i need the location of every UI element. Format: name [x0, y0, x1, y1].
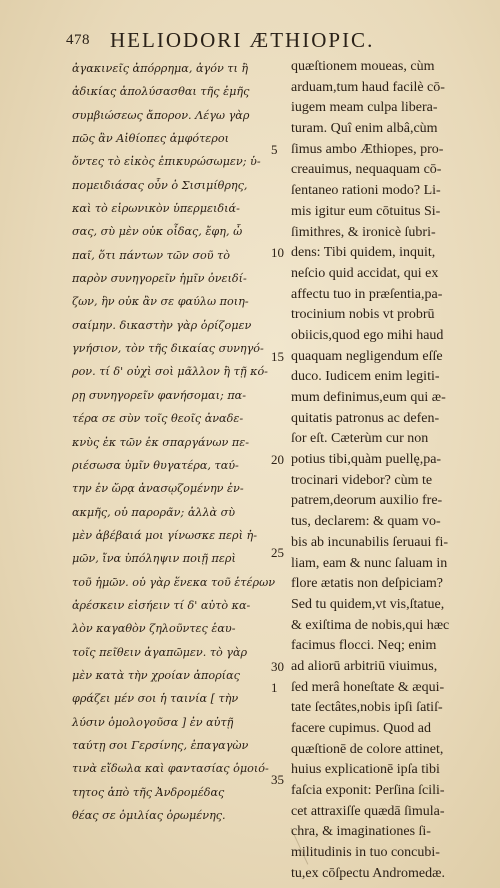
greek-line: φράζει μέν σοι ἡ ταινία [ τὴν — [72, 692, 239, 706]
latin-line-text: potius tibi,quàm puellę,pa- — [291, 452, 442, 468]
latin-line-text: quæſtionē de colore attinet, — [291, 741, 444, 757]
latin-line-text: facere cupimus. Quod ad — [291, 721, 431, 736]
line-number: 1 — [271, 679, 278, 695]
latin-line-text: turam. Quî enim albâ,cùm — [291, 121, 438, 137]
line-number: 25 — [271, 544, 284, 560]
latin-line-text: affectu tuo in præſentia,pa- — [291, 286, 443, 302]
greek-line: ἀγακινεῖς ἀπόρρημα, ἀγόν τι ἢ — [72, 62, 249, 75]
greek-column — [72, 57, 274, 827]
latin-line — [279, 78, 491, 99]
latin-line-text: iugem meam culpa libera- — [291, 100, 438, 116]
latin-line-text: mis igitur eum cōtuitus Si- — [291, 203, 441, 219]
greek-line: ακμῆς, οὐ παρορᾶν; ἀλλὰ σὺ — [72, 505, 236, 519]
latin-line-text: Sed tu quidem,vt vis,ſtatue, — [291, 596, 445, 612]
latin-line — [279, 367, 491, 388]
latin-line — [279, 409, 491, 430]
latin-line-text: duco. Iudicem enim legiti- — [291, 369, 440, 385]
latin-line-text: dens: Tibi quidem, inquit, — [291, 245, 436, 261]
greek-line: καὶ τὸ εἰρωνικὸν ὑπερμειδιά- — [72, 202, 240, 216]
latin-line — [271, 450, 491, 471]
greek-line: ρον. τί δ' οὐχὶ σοὶ μᾶλλον ἢ τῇ κό- — [72, 365, 268, 379]
latin-line-text: trocinium nobis vt probrū — [291, 307, 435, 323]
greek-line: τητος ἀπὸ τῆς Ἀνδρομέδας — [72, 785, 225, 799]
greek-line: ἀρέσκειν εἰσήειν τί δ' αὐτὸ κα- — [72, 598, 251, 612]
latin-line — [271, 657, 491, 678]
latin-line-text: ſor eſt. Cæterùm cur non — [291, 431, 429, 447]
latin-line-text: arduam,tum haud facilè cō- — [291, 79, 445, 95]
latin-line — [271, 140, 491, 161]
greek-line: ἀδικίας ἀπολύσασθαι τῆς ἐμῆς — [72, 85, 250, 99]
latin-line-text: facimus flocci. Neq; enim — [291, 638, 437, 654]
latin-line — [271, 347, 491, 368]
latin-line — [279, 98, 491, 119]
greek-line: τινὰ εἴδωλα καὶ φαντασίας ὁμοιό- — [72, 762, 269, 776]
greek-line: πῶς ἂν Αἰθίοπες ἀμφότεροι — [72, 132, 229, 146]
latin-line-text: tate ſectâtes,nobis ipſi ſatiſ- — [291, 700, 443, 716]
page-number: 478 — [66, 32, 90, 48]
latin-line — [271, 243, 491, 264]
latin-line-text: liam, eam & nunc ſaluam in — [291, 555, 448, 571]
latin-line — [279, 864, 491, 885]
latin-line-text: trocinari videbor? cùm te — [291, 472, 433, 488]
greek-line: συμβιώσεως ἄπορον. Λέγω γὰρ — [72, 108, 250, 122]
latin-line-text: huius explicationē ipſa tibi — [291, 762, 440, 778]
greek-line: ρῃ συνηγορεῖν φανήσομαι; πα- — [72, 388, 247, 402]
greek-line: τοῖς πεῖθειν ἀγαπῶμεν. τὸ γὰρ — [72, 645, 248, 659]
latin-line — [271, 678, 491, 699]
latin-line-text: militudinis in tuo concubi- — [291, 845, 440, 861]
latin-line-text: patrem,deorum auxilio fre- — [291, 493, 443, 509]
latin-line — [279, 512, 491, 533]
latin-line — [279, 223, 491, 244]
running-title: HELIODORI ÆTHIOPIC. — [110, 28, 375, 52]
line-number: 5 — [271, 141, 278, 157]
latin-line-text: bis ab incunabilis ſeruaui fi- — [291, 534, 449, 550]
latin-line — [279, 388, 491, 409]
latin-line — [279, 595, 491, 616]
greek-line: μὲν ἀβέβαιά μοι γίνωσκε περὶ ἡ- — [72, 528, 258, 542]
latin-line — [279, 471, 491, 492]
greek-line: παῖ, ὅτι πάντων τῶν σοῦ τὸ — [72, 248, 230, 262]
latin-line — [279, 57, 491, 78]
latin-line — [279, 636, 491, 657]
latin-line — [279, 554, 491, 575]
greek-line: σας, σὺ μὲν οὐκ οἶδας, ἔφη, ὦ — [72, 225, 243, 239]
greek-line: την ἐν ὥρᾳ ἀνασῳζομένην ἐν- — [72, 482, 244, 496]
latin-line — [279, 119, 491, 140]
latin-line-text: quæſtionem moueas, cùm — [291, 59, 435, 74]
line-number: 30 — [271, 658, 284, 674]
latin-line-text: ſimithres, & ironicè ſubri- — [291, 224, 436, 240]
latin-line — [279, 491, 491, 512]
latin-line-text: chra, & imaginationes ſi- — [291, 824, 431, 840]
page-header — [66, 28, 486, 56]
latin-line-text: quitatis patronus ac defen- — [291, 410, 440, 426]
latin-line — [279, 719, 491, 740]
greek-line: λύσιν ὁμολογοῦσα ] ἐν αὐτῇ — [72, 715, 234, 729]
latin-line-text: ſentaneo rationi modo? Li- — [291, 183, 441, 199]
greek-line: ριέσωσα ὑμῖν θυγατέρα, ταύ- — [72, 458, 239, 472]
greek-line: κνὺς ἐκ τῶν ἐκ σπαργάνων πε- — [72, 435, 250, 449]
greek-line: μὲν κατὰ τὴν χροίαν ἀπορίας — [72, 668, 240, 682]
line-number: 20 — [271, 452, 284, 468]
greek-line: μῶν, ἴνα ὑπόληψιν ποιῇ περὶ — [72, 552, 236, 566]
latin-line-text: tus, declarem: & quam vo- — [291, 514, 441, 530]
latin-line-text: mum definimus,eum qui æ- — [291, 390, 446, 405]
greek-line: γνήσιον, τὸν τῆς δικαίας συνηγό- — [72, 342, 264, 356]
line-number: 15 — [271, 348, 284, 364]
greek-line: θέας σε ὁμιλίας ὁρωμένης. — [72, 809, 226, 822]
latin-line-text: neſcio quid accidat, qui ex — [291, 265, 439, 281]
greek-line: τέρα σε σὺν τοῖς θεοῖς ἀναδε- — [72, 412, 244, 426]
latin-line-text: tu,ex cōſpectu Andromedæ. — [291, 865, 445, 881]
latin-line — [279, 285, 491, 306]
latin-line — [279, 429, 491, 450]
latin-line-text: obiicis,quod ego mihi haud — [291, 327, 444, 343]
line-number: 10 — [271, 245, 284, 261]
latin-line — [279, 781, 491, 802]
latin-line — [279, 616, 491, 637]
latin-line — [279, 264, 491, 285]
latin-line-text: cet attraxiſſe quædā ſimula- — [291, 803, 445, 819]
line-number: 35 — [271, 772, 284, 788]
latin-line — [279, 740, 491, 761]
greek-line: λὸν καγαθὸν ζηλοῦντες ἑαυ- — [72, 622, 236, 636]
latin-line — [271, 533, 491, 560]
greek-line: ζων, ἣν οὐκ ἂν σε φαύλω ποιη- — [72, 295, 249, 309]
latin-line — [279, 181, 491, 202]
latin-line — [271, 760, 491, 788]
latin-line-text: ſed merâ honeſtate & æqui- — [291, 679, 445, 695]
latin-line-text: & exiſtima de nobis,qui hæc — [291, 617, 450, 633]
latin-line — [279, 326, 491, 347]
greek-line: πομειδιάσας οὖν ὁ Σισιμίθρης, — [72, 178, 248, 192]
latin-line — [279, 698, 491, 719]
greek-line: ταύτῃ σοι Γερσίνης, ἐπαγαγὼν — [72, 738, 249, 752]
latin-line — [279, 202, 491, 223]
latin-line-text: flore ætatis non deſpiciam? — [291, 576, 444, 592]
latin-line-text: quaquam negligendum eſſe — [291, 348, 443, 364]
latin-line-text: ad aliorū arbitriū viuimus, — [291, 658, 438, 674]
latin-line — [279, 802, 491, 823]
latin-line — [279, 574, 491, 595]
latin-line-text: ſimus ambo Æthiopes, pro- — [291, 141, 444, 157]
greek-line: παρὸν συνηγορεῖν ἡμῖν ὀνειδί- — [72, 272, 247, 286]
latin-column — [271, 57, 491, 885]
greek-line: σαίμην. δικαστὴν γὰρ ὁρίζομεν — [72, 318, 252, 332]
latin-line-text: creauimus, nequaquam cō- — [291, 162, 442, 178]
latin-line — [279, 160, 491, 181]
latin-line — [279, 305, 491, 326]
greek-line: ὄντες τὸ εἰκὸς ἐπικυρώσωμεν; ὑ- — [72, 155, 261, 169]
latin-line-text: faſcia exponit: Perſina ſcili- — [291, 783, 445, 799]
greek-line: τοῦ ἡμῶν. οὐ γὰρ ἕνεκα τοῦ ἑτέρων — [72, 575, 275, 589]
